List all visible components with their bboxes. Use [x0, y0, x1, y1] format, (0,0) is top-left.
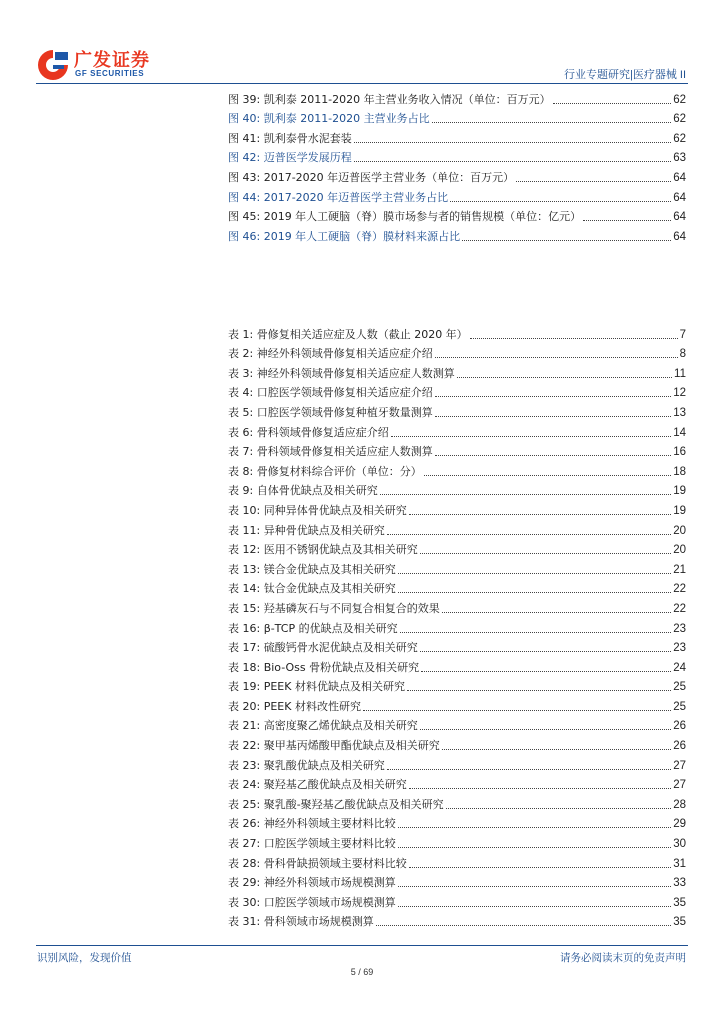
- table-entry-page: 25: [673, 681, 686, 694]
- table-entry-label: 表 14: 钛合金优缺点及其相关研究: [228, 582, 396, 596]
- logo-text-cn: 广发证券: [74, 50, 150, 71]
- figure-entry-label: 图 44: 2017-2020 年迈普医学主营业务占比: [228, 190, 449, 204]
- logo-text-en: GF SECURITIES: [75, 69, 145, 78]
- table-entry-page: 30: [673, 838, 686, 851]
- table-entry[interactable]: [228, 596, 686, 616]
- dot-leader: [442, 612, 672, 613]
- table-entry-label: 表 27: 口腔医学领域主要材料比较: [228, 837, 396, 851]
- dot-leader: [420, 651, 672, 652]
- dot-leader: [398, 827, 672, 828]
- table-entry-page: 20: [673, 524, 686, 537]
- dot-leader: [446, 808, 672, 809]
- dot-leader: [380, 494, 672, 495]
- table-entry[interactable]: [228, 812, 686, 832]
- table-entry-label: 表 1: 骨修复相关适应症及人数（截止 2020 年）: [228, 327, 468, 341]
- table-entry-page: 25: [673, 700, 686, 713]
- figure-entry-label: 图 40: 凯利泰 2011-2020 主营业务占比: [228, 112, 430, 126]
- table-entry-label: 表 31: 骨科领域市场规模测算: [228, 915, 374, 929]
- table-entry-page: 19: [673, 485, 686, 498]
- table-entry-label: 表 8: 骨修复材料综合评价（单位：分）: [228, 464, 422, 478]
- dot-leader: [516, 181, 671, 182]
- table-entry-page: 19: [673, 504, 686, 517]
- dot-leader: [457, 377, 672, 378]
- dot-leader: [391, 436, 672, 437]
- dot-leader: [400, 632, 672, 633]
- table-entry[interactable]: [228, 498, 686, 518]
- dot-leader: [420, 553, 672, 554]
- table-entry-label: 表 7: 骨科领域骨修复相关适应症人数测算: [228, 445, 433, 459]
- figure-entry-label: 图 46: 2019 年人工硬脑（脊）膜材料来源占比: [228, 229, 461, 243]
- table-entry-page: 27: [673, 759, 686, 772]
- table-entry[interactable]: [228, 420, 686, 440]
- dot-leader: [442, 749, 672, 750]
- table-entry[interactable]: [228, 518, 686, 538]
- table-entry[interactable]: [228, 714, 686, 734]
- figure-entry[interactable]: [228, 224, 686, 244]
- table-entry-page: 28: [673, 798, 686, 811]
- table-entry[interactable]: [228, 577, 686, 597]
- figure-entry[interactable]: [228, 185, 686, 205]
- table-entry-label: 表 12: 医用不锈钢优缺点及其相关研究: [228, 543, 418, 557]
- dot-leader: [409, 867, 672, 868]
- dot-leader: [354, 142, 672, 143]
- table-entry-page: 24: [673, 661, 686, 674]
- dot-leader: [450, 201, 671, 202]
- dot-leader: [583, 220, 671, 221]
- dot-leader: [470, 338, 678, 339]
- figure-entry-page: 64: [673, 171, 686, 184]
- table-entry-page: 35: [673, 916, 686, 929]
- table-entry[interactable]: [228, 342, 686, 362]
- table-entry[interactable]: [228, 557, 686, 577]
- dot-leader: [363, 710, 671, 711]
- figure-entry-page: 64: [673, 230, 686, 243]
- table-entry[interactable]: [228, 381, 686, 401]
- table-entry-label: 表 9: 自体骨优缺点及相关研究: [228, 484, 378, 498]
- table-entry-page: 26: [673, 740, 686, 753]
- table-entry-page: 13: [673, 406, 686, 419]
- dot-leader: [462, 240, 671, 241]
- table-entry-page: 8: [679, 348, 686, 361]
- table-entry-label: 表 24: 聚羟基乙酸优缺点及相关研究: [228, 778, 407, 792]
- table-entry[interactable]: [228, 890, 686, 910]
- table-entry-label: 表 22: 聚甲基丙烯酸甲酯优缺点及相关研究: [228, 739, 440, 753]
- table-entry-page: 26: [673, 720, 686, 733]
- figure-entry[interactable]: [228, 126, 686, 146]
- table-entry-page: 27: [673, 779, 686, 792]
- dot-leader: [407, 690, 671, 691]
- figure-entry[interactable]: [228, 87, 686, 107]
- table-entry-label: 表 4: 口腔医学领域骨修复相关适应症介绍: [228, 386, 433, 400]
- table-entry-label: 表 30: 口腔医学领域市场规模测算: [228, 895, 396, 909]
- figure-entry-page: 62: [673, 132, 686, 145]
- footer-slogan: 识别风险，发现价值: [37, 952, 132, 964]
- table-entry[interactable]: [228, 636, 686, 656]
- table-entry-label: 表 16: β-TCP 的优缺点及相关研究: [228, 621, 398, 635]
- table-entry[interactable]: [228, 871, 686, 891]
- table-entry[interactable]: [228, 694, 686, 714]
- dot-leader: [421, 671, 671, 672]
- dot-leader: [409, 788, 672, 789]
- table-entry-label: 表 29: 神经外科领域市场规模测算: [228, 876, 396, 890]
- dot-leader: [435, 455, 672, 456]
- footer-disclaimer: 请务必阅读末页的免责声明: [560, 952, 686, 964]
- table-entry-label: 表 6: 骨科领域骨修复适应症介绍: [228, 425, 389, 439]
- table-entry-page: 31: [673, 857, 686, 870]
- table-entry-page: 7: [679, 328, 686, 341]
- table-entry-label: 表 25: 聚乳酸-聚羟基乙酸优缺点及相关研究: [228, 797, 444, 811]
- dot-leader: [398, 573, 672, 574]
- page-number: 5 / 69: [350, 967, 374, 977]
- table-entry-label: 表 20: PEEK 材料改性研究: [228, 699, 361, 713]
- figure-entry[interactable]: [228, 146, 686, 166]
- dot-leader: [398, 847, 672, 848]
- table-entry-label: 表 19: PEEK 材料优缺点及相关研究: [228, 680, 405, 694]
- table-entry[interactable]: [228, 322, 686, 342]
- dot-leader: [432, 122, 672, 123]
- table-entry-label: 表 23: 聚乳酸优缺点及相关研究: [228, 758, 385, 772]
- table-entry-page: 20: [673, 544, 686, 557]
- table-entry[interactable]: [228, 400, 686, 420]
- table-entry-page: 16: [673, 446, 686, 459]
- table-entry[interactable]: [228, 538, 686, 558]
- table-entry-page: 35: [673, 896, 686, 909]
- table-entry-label: 表 28: 骨科骨缺损领域主要材料比较: [228, 856, 407, 870]
- table-entry[interactable]: [228, 675, 686, 695]
- dot-leader: [435, 416, 672, 417]
- table-entry-label: 表 3: 神经外科领域骨修复相关适应症人数测算: [228, 366, 455, 380]
- dot-leader: [409, 514, 672, 515]
- figure-entry-label: 图 42: 迈普医学发展历程: [228, 151, 352, 165]
- company-logo: [36, 46, 186, 84]
- gf-logo-icon: [36, 48, 70, 82]
- dot-leader: [376, 925, 672, 926]
- table-entry-label: 表 11: 异种骨优缺点及相关研究: [228, 523, 385, 537]
- table-entry-page: 23: [673, 622, 686, 635]
- table-entry-label: 表 2: 神经外科领域骨修复相关适应症介绍: [228, 347, 433, 361]
- figure-entry-page: 62: [673, 93, 686, 106]
- table-entry[interactable]: [228, 792, 686, 812]
- figure-entry[interactable]: [228, 205, 686, 225]
- dot-leader: [387, 769, 672, 770]
- table-entry[interactable]: [228, 655, 686, 675]
- figure-entry-label: 图 39: 凯利泰 2011-2020 年主营业务收入情况（单位：百万元）: [228, 92, 551, 106]
- figure-entry-label: 图 45: 2019 年人工硬脑（脊）膜市场参与者的销售规模（单位：亿元）: [228, 210, 582, 224]
- table-entry[interactable]: [228, 753, 686, 773]
- table-entry-label: 表 26: 神经外科领域主要材料比较: [228, 817, 396, 831]
- table-entry-page: 23: [673, 642, 686, 655]
- dot-leader: [398, 886, 672, 887]
- figure-entry[interactable]: [228, 165, 686, 185]
- table-entry[interactable]: [228, 773, 686, 793]
- table-entry[interactable]: [228, 479, 686, 499]
- table-entry-page: 33: [673, 877, 686, 890]
- table-entry-page: 21: [673, 563, 686, 576]
- dot-leader: [553, 103, 672, 104]
- figure-entry[interactable]: [228, 107, 686, 127]
- header-divider: [36, 83, 688, 84]
- table-entry[interactable]: [228, 910, 686, 930]
- table-entry-label: 表 21: 高密度聚乙烯优缺点及相关研究: [228, 719, 418, 733]
- table-entry-page: 22: [673, 602, 686, 615]
- table-entry-label: 表 17: 硫酸钙骨水泥优缺点及相关研究: [228, 641, 418, 655]
- dot-leader: [354, 161, 672, 162]
- table-entry-label: 表 13: 镁合金优缺点及其相关研究: [228, 562, 396, 576]
- table-entry-page: 14: [673, 426, 686, 439]
- figure-entry-label: 图 41: 凯利泰骨水泥套装: [228, 131, 352, 145]
- table-entry-label: 表 18: Bio-Oss 骨粉优缺点及相关研究: [228, 660, 420, 674]
- table-entry[interactable]: [228, 361, 686, 381]
- table-entry[interactable]: [228, 733, 686, 753]
- figure-entry-label: 图 43: 2017-2020 年迈普医学主营业务（单位：百万元）: [228, 170, 515, 184]
- table-entry[interactable]: [228, 440, 686, 460]
- report-category: 行业专题研究|医疗器械 II: [563, 69, 686, 81]
- table-entry[interactable]: [228, 616, 686, 636]
- dot-leader: [424, 475, 672, 476]
- figure-list: [228, 87, 686, 244]
- figure-entry-page: 63: [673, 152, 686, 165]
- dot-leader: [435, 357, 678, 358]
- figure-entry-page: 64: [673, 211, 686, 224]
- table-entry-page: 29: [673, 818, 686, 831]
- table-entry-label: 表 10: 同种异体骨优缺点及相关研究: [228, 503, 407, 517]
- table-entry-page: 22: [673, 583, 686, 596]
- footer-divider: [36, 945, 688, 946]
- table-list: [228, 322, 686, 929]
- dot-leader: [398, 592, 672, 593]
- dot-leader: [398, 906, 672, 907]
- dot-leader: [435, 396, 672, 397]
- table-entry-label: 表 5: 口腔医学领域骨修复种植牙数量测算: [228, 405, 433, 419]
- figure-entry-page: 64: [673, 191, 686, 204]
- table-entry-page: 18: [673, 465, 686, 478]
- figure-entry-page: 62: [673, 113, 686, 126]
- table-entry[interactable]: [228, 459, 686, 479]
- dot-leader: [420, 729, 672, 730]
- table-entry[interactable]: [228, 831, 686, 851]
- table-entry-label: 表 15: 羟基磷灰石与不同复合相复合的效果: [228, 601, 440, 615]
- table-entry-page: 12: [673, 387, 686, 400]
- table-entry[interactable]: [228, 851, 686, 871]
- dot-leader: [387, 534, 672, 535]
- table-entry-page: 11: [674, 367, 686, 380]
